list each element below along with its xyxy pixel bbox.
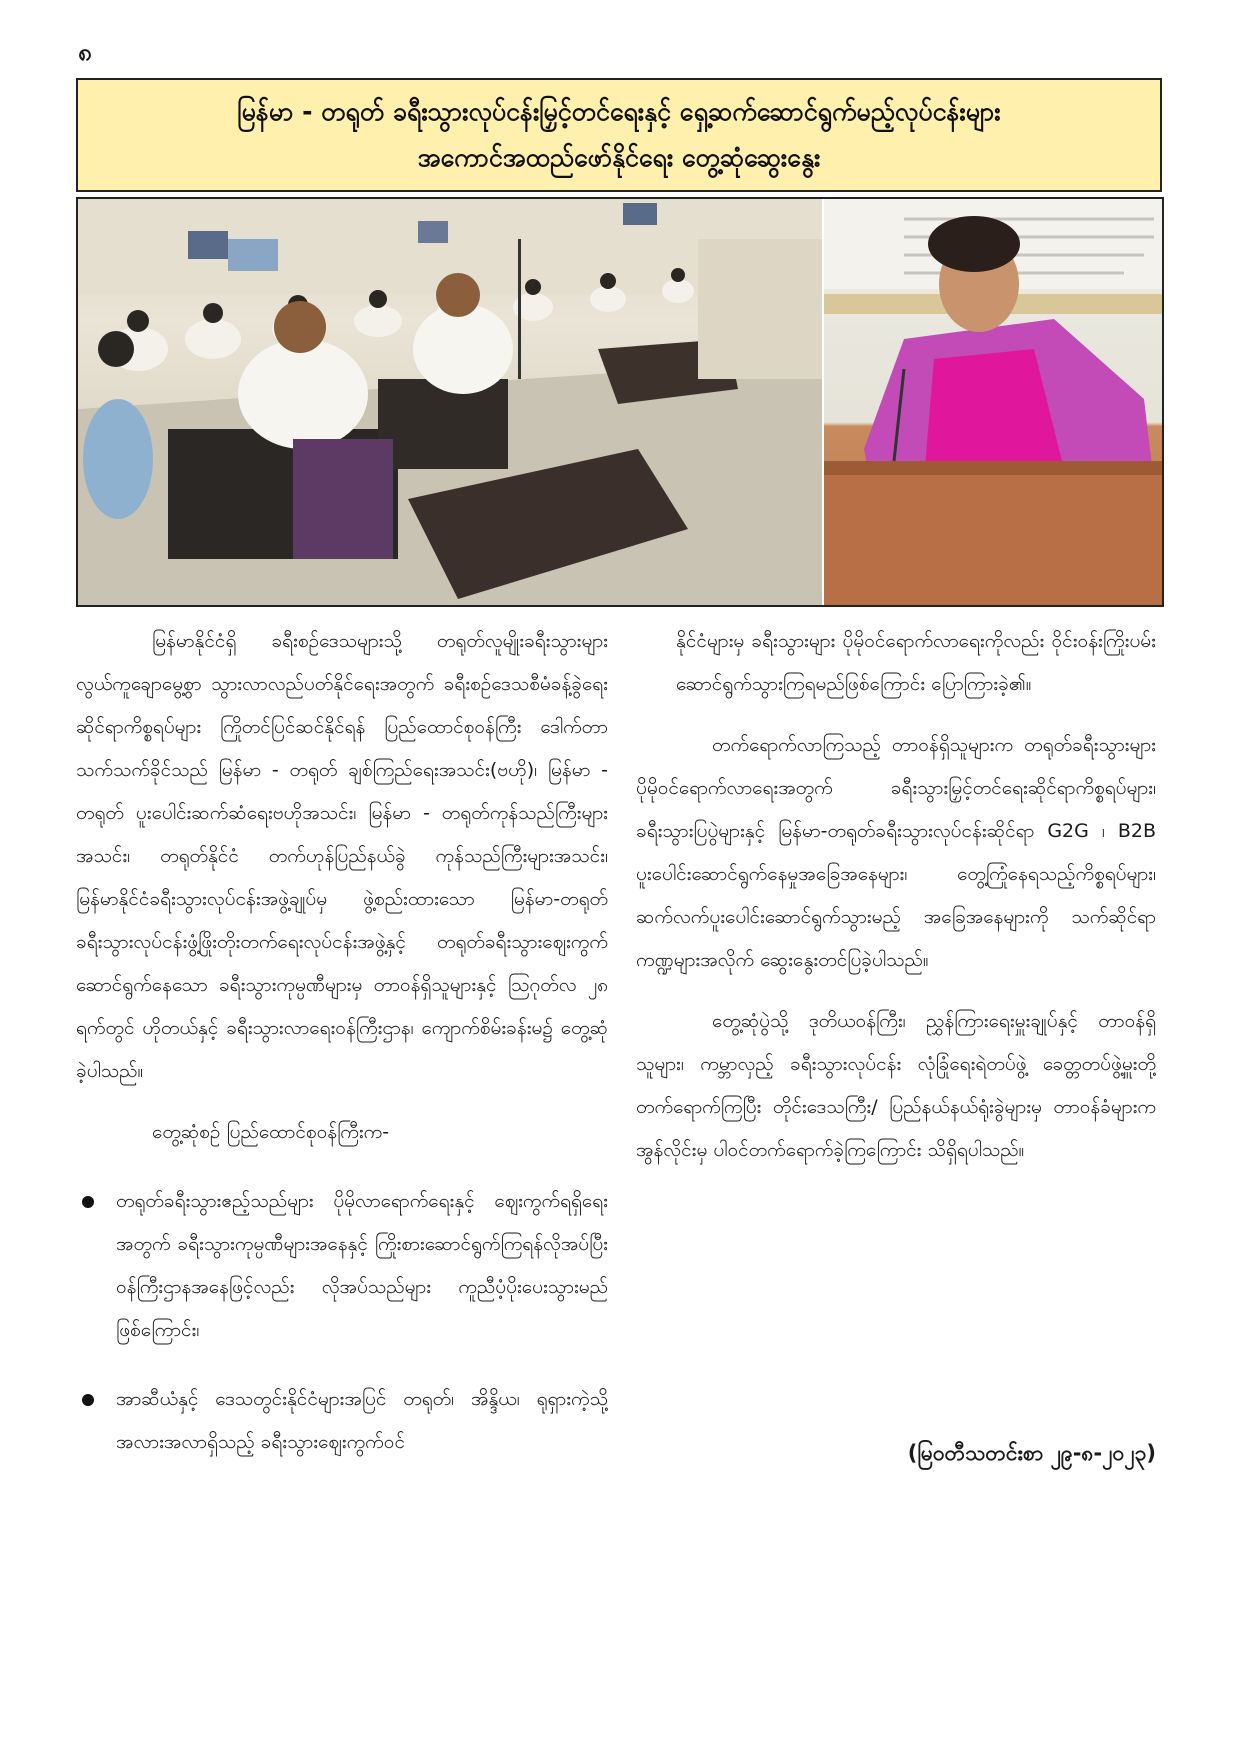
bullet-item-text: တရုတ်ခရီးသွားဧည့်သည်များ ပိုမိုလာရောက်ရေးနှင့် ဈေးကွက်ရရှိရေးအတွက် ခရီးသွားကုမ္ပဏီများအနေနှင့် ကြိုးစားဆောင်ရွက်ကြရန်လိုအပ်ပြီး ဝန်ကြီးဌာနအနေဖြင့်လည်း လိုအပ်သည်များ ကူညီပံ့ပိုးပေးသွားမည်ဖြစ်ကြောင်း၊ — [116, 1190, 608, 1341]
side-aisle — [698, 239, 822, 379]
headline-line-2: အကောင်အထည်ဖော်နိုင်ရေး တွေ့ဆုံဆွေးနွေး — [417, 143, 821, 172]
wall-screen-1 — [188, 231, 228, 259]
front-guest-shirt — [238, 339, 368, 449]
headline-line-1: မြန်မာ - တရုတ် ခရီးသွားလုပ်ငန်းမြှင့်တင်ရေးနှင့် ရှေ့ဆက်ဆောင်ရွက်မည့်လုပ်ငန်းများ — [237, 97, 1001, 126]
paragraph-continuation: နိုင်ငံများမှ ခရီးသွားများ ပိုမိုဝင်ရောက်လာရေးကိုလည်း ဝိုင်းဝန်းကြိုးပမ်း ဆောင်ရွက်သွားကြရမည်ဖြစ်ကြောင်း ပြောကြားခဲ့၏။ — [676, 630, 1156, 695]
podium-top — [824, 461, 1162, 475]
meeting-audience-photo — [78, 199, 822, 605]
bullet-item — [76, 1378, 608, 1464]
source-citation: (မြဝတီသတင်းစာ ၂၉-၈-၂၀၂၃) — [907, 1441, 1156, 1465]
wall-screen-2 — [418, 221, 448, 243]
bullet-dot-icon — [82, 1394, 94, 1406]
speaker-photo — [824, 199, 1162, 605]
page-number: ၈ — [78, 38, 92, 66]
second-guest-head — [436, 273, 480, 317]
wooden-podium — [824, 469, 1162, 605]
front-guest-longyi — [293, 439, 393, 559]
bullet-item — [76, 1180, 608, 1352]
second-guest-shirt — [413, 304, 513, 394]
bullet-dot-icon — [82, 1196, 94, 1208]
notice-board — [228, 239, 278, 271]
paragraph-attendance: တွေ့ဆုံပွဲသို့ ဒုတိယဝန်ကြီး၊ ညွှန်ကြားရေးမှူးချုပ်နှင့် တာဝန်ရှိသူများ၊ ကမ္ဘာလှည့် ခရီးသွားလုပ်ငန်း လုံခြုံရေးရဲတပ်ဖွဲ့ ခေတ္တတပ်ဖွဲ့မှူးတို့ တက်ရောက်ကြပြီး တိုင်းဒေသကြီး/ ပြည်နယ်နယ်ရုံးခွဲများမှ တာဝန်ခံများက အွန်လိုင်းမှ ပါဝင်တက်ရောက်ခဲ့ကြကြောင်း သိရှိရပါသည်။ — [636, 1010, 1156, 1161]
article-right-column — [636, 620, 1156, 1172]
front-guest-head — [274, 301, 326, 353]
paragraph-intro: မြန်မာနိုင်ငံရှိ ခရီးစဉ်ဒေသများသို့ တရုတ်လူမျိုးခရီးသွားများ လွယ်ကူချောမွေ့စွာ သွားလာလည်ပတ်နိုင်ရေးအတွက် ခရီးစဉ်ဒေသစီမံခန့်ခွဲရေး ဆိုင်ရာကိစ္စရပ်များ ကြိုတင်ပြင်ဆင်နိုင်ရန် ပြည်ထောင်စုဝန်ကြီး ဒေါက်တာ သက်သက်ခိုင်သည် မြန်မာ - တရုတ် ချစ်ကြည်ရေးအသင်း(ဗဟို)၊ မြန်မာ - တရုတ် ပူးပေါင်းဆက်ဆံရေးဗဟိုအသင်း၊ မြန်မာ - တရုတ်ကုန်သည်ကြီးများအသင်း၊ တရုတ်နိုင်ငံ တက်ဟုန်ပြည်နယ်ခွဲ ကုန်သည်ကြီးများအသင်း၊ မြန်မာနိုင်ငံခရီးသွားလုပ်ငန်းအဖွဲ့ချုပ်မှ ဖွဲ့စည်းထားသော မြန်မာ-တရုတ် ခရီးသွားလုပ်ငန်းဖွံ့ဖြိုးတိုးတက်ရေးလုပ်ငန်းအဖွဲ့နှင့် တရုတ်ခရီးသွားဈေးကွက်ဆောင်ရွက်နေသော ခရီးသွားကုမ္ပဏီများမှ တာဝန်ရှိသူများနှင့် ဩဂုတ်လ ၂၈ ရက်တွင် ဟိုတယ်နှင့် ခရီးသွားလာရေးဝန်ကြီးဌာန၊ ကျောက်စိမ်းခန်းမ၌ တွေ့ဆုံခဲ့ပါသည်။ — [76, 630, 608, 1082]
speaker-illustration — [824, 199, 1162, 605]
paragraph-attendees-discussion: တက်ရောက်လာကြသည့် တာဝန်ရှိသူများက တရုတ်ခရီးသွားများ ပိုမိုဝင်ရောက်လာရေးအတွက် ခရီးသွားမြှင့်တင်ရေးဆိုင်ရာကိစ္စရပ်များ၊ ခရီးသွားပြပွဲများနှင့် မြန်မာ-တရုတ်ခရီးသွားလုပ်ငန်းဆိုင်ရာ G2G ၊ B2B ပူးပေါင်းဆောင်ရွက်နေမှုအခြေအနေများ၊ တွေ့ကြုံနေရသည့်ကိစ္စရပ်များ၊ ဆက်လက်ပူးပေါင်းဆောင်ရွက်သွားမည့် အခြေအနေများကို သက်ဆိုင်ရာကဏ္ဍများအလိုက် ဆွေးနွေးတင်ပြခဲ့ပါသည်။ — [636, 734, 1156, 971]
photo-frame — [76, 197, 1164, 607]
bullet-item-text: အာဆီယံနှင့် ဒေသတွင်းနိုင်ငံများအပြင် တရုတ်၊ အိန္ဒိယ၊ ရုရှားကဲ့သို့ အလားအလာရှိသည့် ခရီးသွားဈေးကွက်ဝင် — [116, 1388, 608, 1453]
camera-tripod — [518, 239, 521, 379]
wall-screen-3 — [623, 203, 657, 225]
speaker-hair — [928, 216, 1020, 272]
headline-box — [76, 78, 1162, 192]
paragraph-minister-said: တွေ့ဆုံစဉ် ပြည်ထောင်စုဝန်ကြီးက- — [152, 1121, 390, 1143]
audience-illustration — [78, 199, 822, 605]
left-guest-dress — [83, 399, 153, 519]
left-guest-head — [98, 331, 134, 367]
article-left-column — [76, 620, 608, 1464]
front-armchair-middle — [378, 379, 508, 469]
